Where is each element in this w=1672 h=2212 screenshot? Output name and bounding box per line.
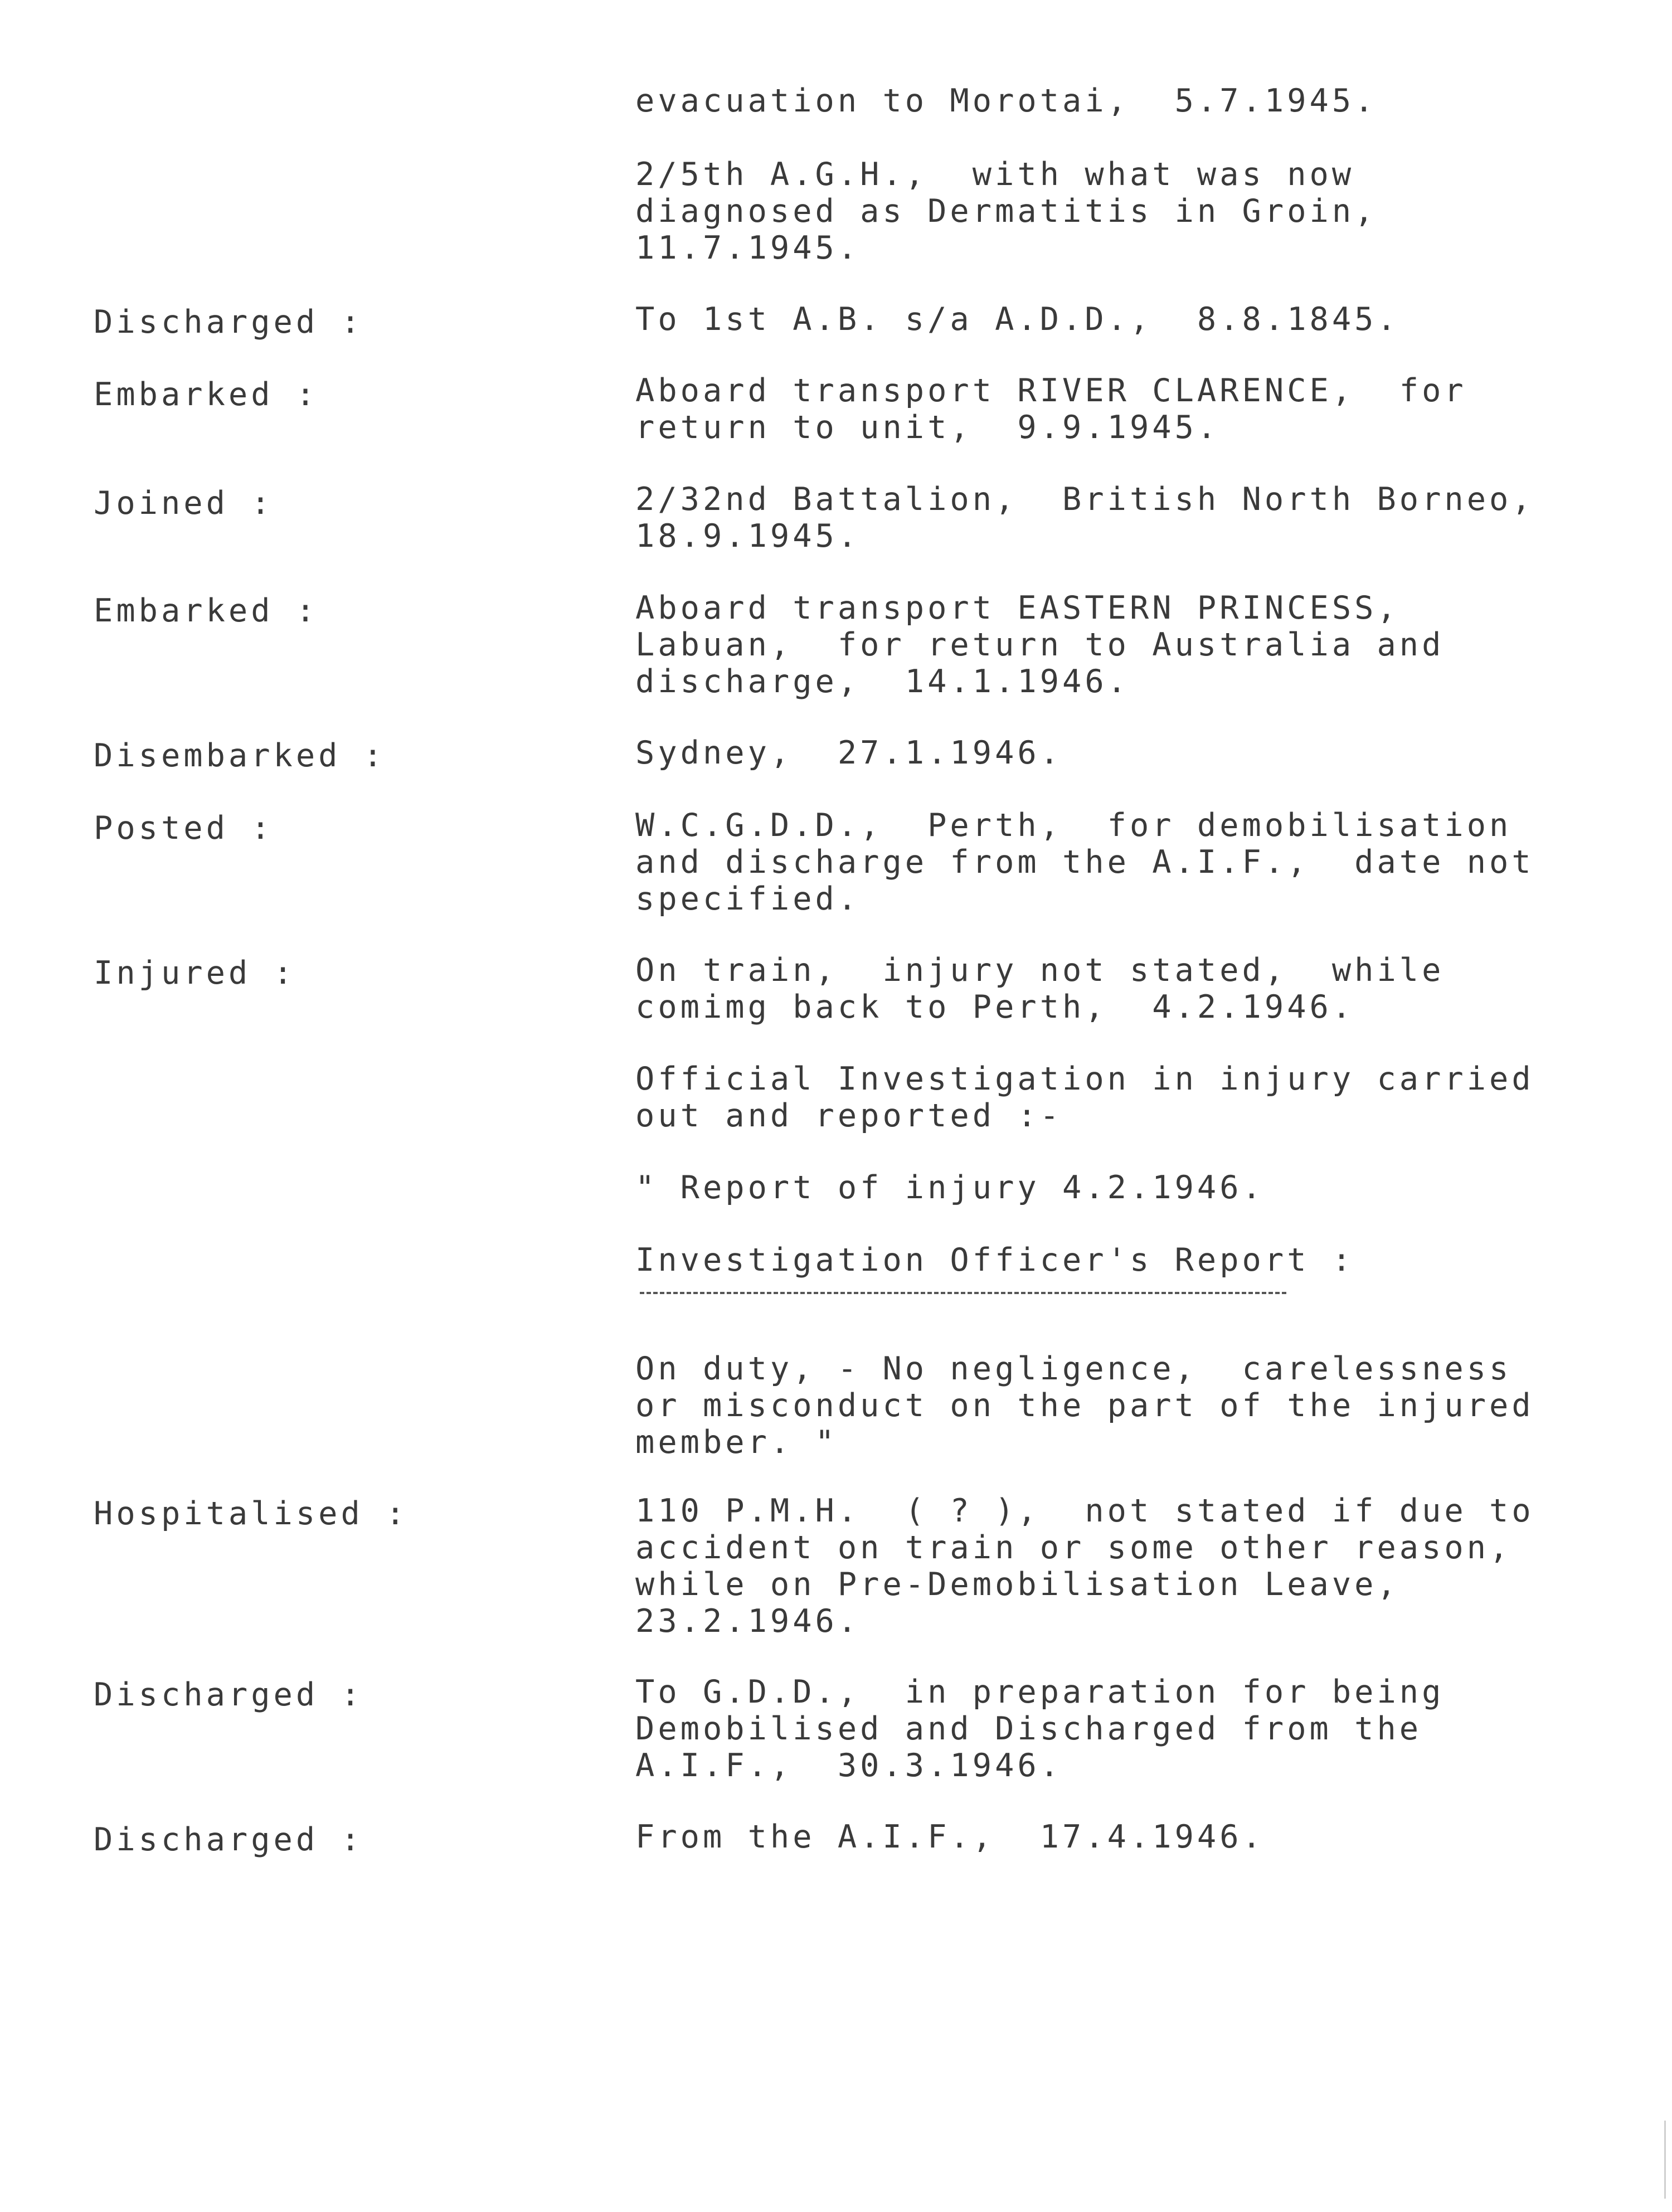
entry-label-discharged-2: Discharged :: [94, 1676, 363, 1713]
entry-text-joined: 2/32nd Battalion, British North Borneo, 18.9.1945.: [635, 481, 1534, 555]
entry-label-discharged: Discharged :: [94, 304, 363, 341]
entry-text-evacuation: evacuation to Morotai, 5.7.1945.: [635, 82, 1377, 119]
entry-label-embarked: Embarked :: [94, 376, 319, 413]
entry-text-posted: W.C.G.D.D., Perth, for demobilisation and discharge from the A.I.F., date not specified.: [635, 807, 1534, 917]
entry-label-posted: Posted :: [94, 810, 274, 847]
entry-label-injured: Injured :: [94, 955, 296, 991]
entry-label-disembarked: Disembarked :: [94, 737, 386, 774]
entry-text-injured: On train, injury not stated, while comimg back to Perth, 4.2.1946.: [635, 952, 1445, 1025]
entry-text-disembarked: Sydney, 27.1.1946.: [635, 735, 1063, 771]
entry-text-official-investigation: Official Investigation in injury carried out and reported :-: [635, 1061, 1534, 1134]
entry-text-discharged: To 1st A.B. s/a A.D.D., 8.8.1845.: [635, 301, 1399, 338]
entry-text-on-duty: On duty, - No negligence, carelessness or misconduct on the part of the injured member. ": [635, 1350, 1534, 1461]
entry-label-hospitalised: Hospitalised :: [94, 1495, 409, 1532]
entry-text-embarked: Aboard transport RIVER CLARENCE, for return to unit, 9.9.1945.: [635, 372, 1467, 446]
entry-text-embarked-2: Aboard transport EASTERN PRINCESS, Labuan, for return to Australia and discharge, 14.1.1946.: [635, 590, 1445, 700]
entry-text-report-of-injury: " Report of injury 4.2.1946.: [635, 1169, 1265, 1206]
entry-text-agh: 2/5th A.G.H., with what was now diagnosed as Dermatitis in Groin, 11.7.1945.: [635, 156, 1377, 266]
entry-label-discharged-3: Discharged :: [94, 1821, 363, 1858]
heading-underline: [640, 1292, 1286, 1294]
entry-text-hospitalised: 110 P.M.H. ( ? ), not stated if due to accident on train or some other reason, while on Pre-Demobilisation Leave, 23.2.1946.: [635, 1493, 1534, 1640]
entry-label-joined: Joined :: [94, 485, 274, 522]
entry-label-embarked-2: Embarked :: [94, 592, 319, 629]
scan-edge-mark: [1664, 2121, 1666, 2199]
entry-text-discharged-2: To G.D.D., in preparation for being Demobilised and Discharged from the A.I.F., 30.3.1946.: [635, 1674, 1445, 1784]
investigation-officer-heading: Investigation Officer's Report :: [635, 1242, 1355, 1278]
entry-text-discharged-3: From the A.I.F., 17.4.1946.: [635, 1819, 1265, 1855]
